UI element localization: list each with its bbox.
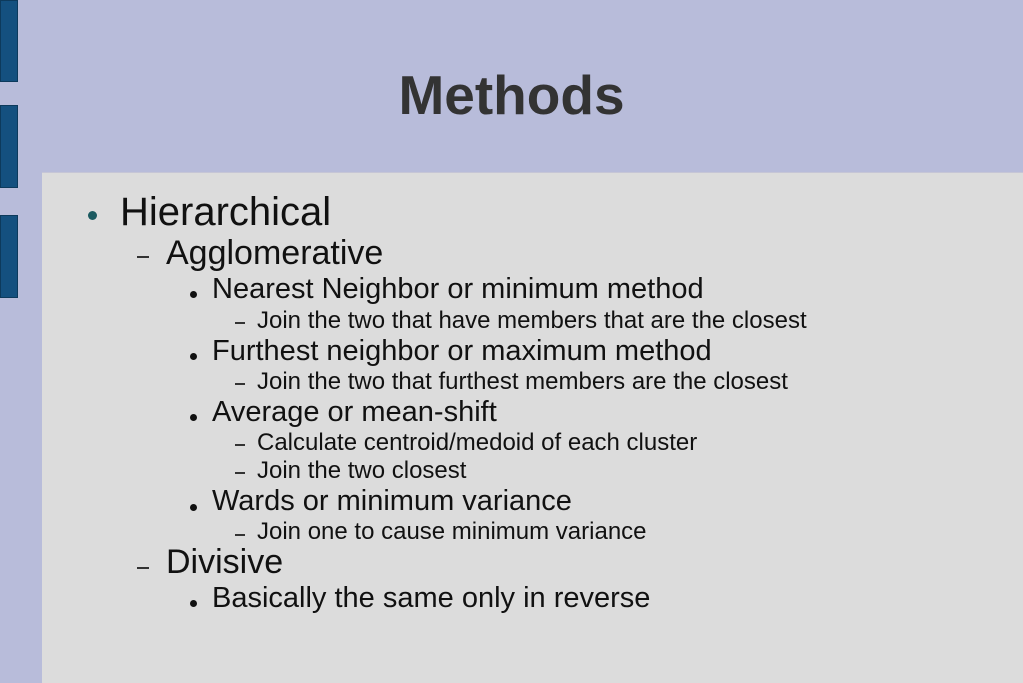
outline-item-hierarchical: Hierarchical <box>120 190 332 234</box>
bullet-dash-icon <box>137 256 149 258</box>
outline-item-divisive: Divisive <box>166 543 284 581</box>
bullet-dash-icon <box>137 567 149 569</box>
outline-item-wards: Wards or minimum variance <box>212 485 572 517</box>
bullet-dash-icon <box>235 322 245 324</box>
outline-item-wards-detail: Join one to cause minimum variance <box>257 518 647 545</box>
bullet-dot-icon <box>190 600 197 607</box>
outline-item-agglomerative: Agglomerative <box>166 234 384 272</box>
bullet-dot-icon <box>88 211 97 220</box>
bullet-dash-icon <box>235 534 245 536</box>
slide-title: Methods <box>398 64 625 126</box>
bullet-dot-icon <box>190 291 197 298</box>
bullet-dot-icon <box>190 504 197 511</box>
outline-item-furthest-neighbor-detail: Join the two that furthest members are the closest <box>257 368 788 395</box>
outline-item-furthest-neighbor: Furthest neighbor or maximum method <box>212 335 712 367</box>
bullet-dot-icon <box>190 353 197 360</box>
outline-item-divisive-detail: Basically the same only in reverse <box>212 582 651 614</box>
bullet-dash-icon <box>235 472 245 474</box>
outline-item-average-detail-2: Join the two closest <box>257 457 467 484</box>
outline-item-nearest-neighbor: Nearest Neighbor or minimum method <box>212 273 704 305</box>
outline-item-average-detail-1: Calculate centroid/medoid of each cluster <box>257 429 698 456</box>
bullet-dash-icon <box>235 444 245 446</box>
bullet-dot-icon <box>190 414 197 421</box>
bullet-dash-icon <box>235 383 245 385</box>
outline-item-nearest-neighbor-detail: Join the two that have members that are the closest <box>257 307 807 334</box>
accent-bar-bottom <box>0 215 18 298</box>
outline-item-average: Average or mean-shift <box>212 396 497 428</box>
